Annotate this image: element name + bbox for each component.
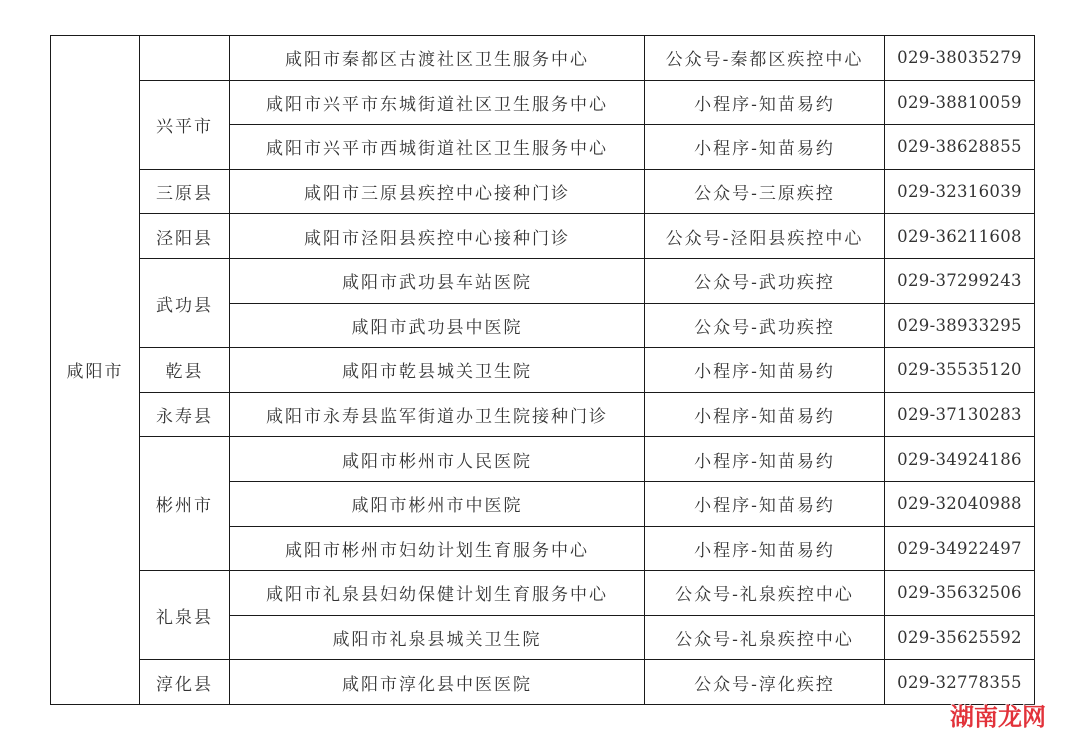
county-cell: 彬州市 [140,437,230,571]
channel-cell: 公众号-武功疾控 [645,303,885,348]
site-cell: 咸阳市乾县城关卫生院 [230,348,645,393]
phone-cell: 029-36211608 [885,214,1035,259]
channel-cell: 小程序-知苗易约 [645,437,885,482]
site-cell: 咸阳市三原县疾控中心接种门诊 [230,169,645,214]
phone-cell: 029-32778355 [885,660,1035,705]
table-row [51,392,1035,437]
phone-cell: 029-38628855 [885,125,1035,170]
site-cell: 咸阳市武功县车站医院 [230,258,645,303]
channel-cell: 公众号-武功疾控 [645,258,885,303]
phone-cell: 029-32040988 [885,481,1035,526]
phone-cell: 029-32316039 [885,169,1035,214]
county-cell [140,36,230,81]
channel-cell: 小程序-知苗易约 [645,348,885,393]
table-row [51,660,1035,705]
county-cell: 泾阳县 [140,214,230,259]
table-row [51,348,1035,393]
table-row [51,437,1035,482]
phone-cell: 029-37299243 [885,258,1035,303]
channel-cell: 小程序-知苗易约 [645,392,885,437]
site-cell: 咸阳市彬州市中医院 [230,481,645,526]
vaccination-sites-table [50,35,1035,705]
county-cell: 永寿县 [140,392,230,437]
site-cell: 咸阳市礼泉县妇幼保健计划生育服务中心 [230,571,645,616]
channel-cell: 公众号-淳化疾控 [645,660,885,705]
phone-cell: 029-35632506 [885,571,1035,616]
phone-cell: 029-37130283 [885,392,1035,437]
phone-cell: 029-38933295 [885,303,1035,348]
channel-cell: 公众号-三原疾控 [645,169,885,214]
channel-cell: 小程序-知苗易约 [645,80,885,125]
table-row [51,36,1035,81]
county-cell: 武功县 [140,258,230,347]
phone-cell: 029-35535120 [885,348,1035,393]
site-cell: 咸阳市兴平市西城街道社区卫生服务中心 [230,125,645,170]
site-cell: 咸阳市秦都区古渡社区卫生服务中心 [230,36,645,81]
channel-cell: 小程序-知苗易约 [645,125,885,170]
phone-cell: 029-34922497 [885,526,1035,571]
county-cell: 礼泉县 [140,571,230,660]
county-cell: 淳化县 [140,660,230,705]
site-cell: 咸阳市武功县中医院 [230,303,645,348]
table-row [51,214,1035,259]
site-cell: 咸阳市兴平市东城街道社区卫生服务中心 [230,80,645,125]
county-cell: 兴平市 [140,80,230,169]
site-cell: 咸阳市彬州市妇幼计划生育服务中心 [230,526,645,571]
channel-cell: 小程序-知苗易约 [645,481,885,526]
phone-cell: 029-38035279 [885,36,1035,81]
table-row [51,80,1035,125]
site-cell: 咸阳市彬州市人民医院 [230,437,645,482]
table-row [51,258,1035,303]
table-row [51,571,1035,616]
channel-cell: 公众号-礼泉疾控中心 [645,571,885,616]
table-row [51,169,1035,214]
phone-cell: 029-34924186 [885,437,1035,482]
county-cell: 三原县 [140,169,230,214]
site-cell: 咸阳市淳化县中医医院 [230,660,645,705]
site-cell: 咸阳市永寿县监军街道办卫生院接种门诊 [230,392,645,437]
channel-cell: 公众号-泾阳县疾控中心 [645,214,885,259]
site-cell: 咸阳市泾阳县疾控中心接种门诊 [230,214,645,259]
channel-cell: 公众号-礼泉疾控中心 [645,615,885,660]
city-cell: 咸阳市 [51,36,140,705]
channel-cell: 公众号-秦都区疾控中心 [645,36,885,81]
phone-cell: 029-38810059 [885,80,1035,125]
phone-cell: 029-35625592 [885,615,1035,660]
watermark-logo: 湖南龙网 [950,703,1046,731]
county-cell: 乾县 [140,348,230,393]
site-cell: 咸阳市礼泉县城关卫生院 [230,615,645,660]
channel-cell: 小程序-知苗易约 [645,526,885,571]
